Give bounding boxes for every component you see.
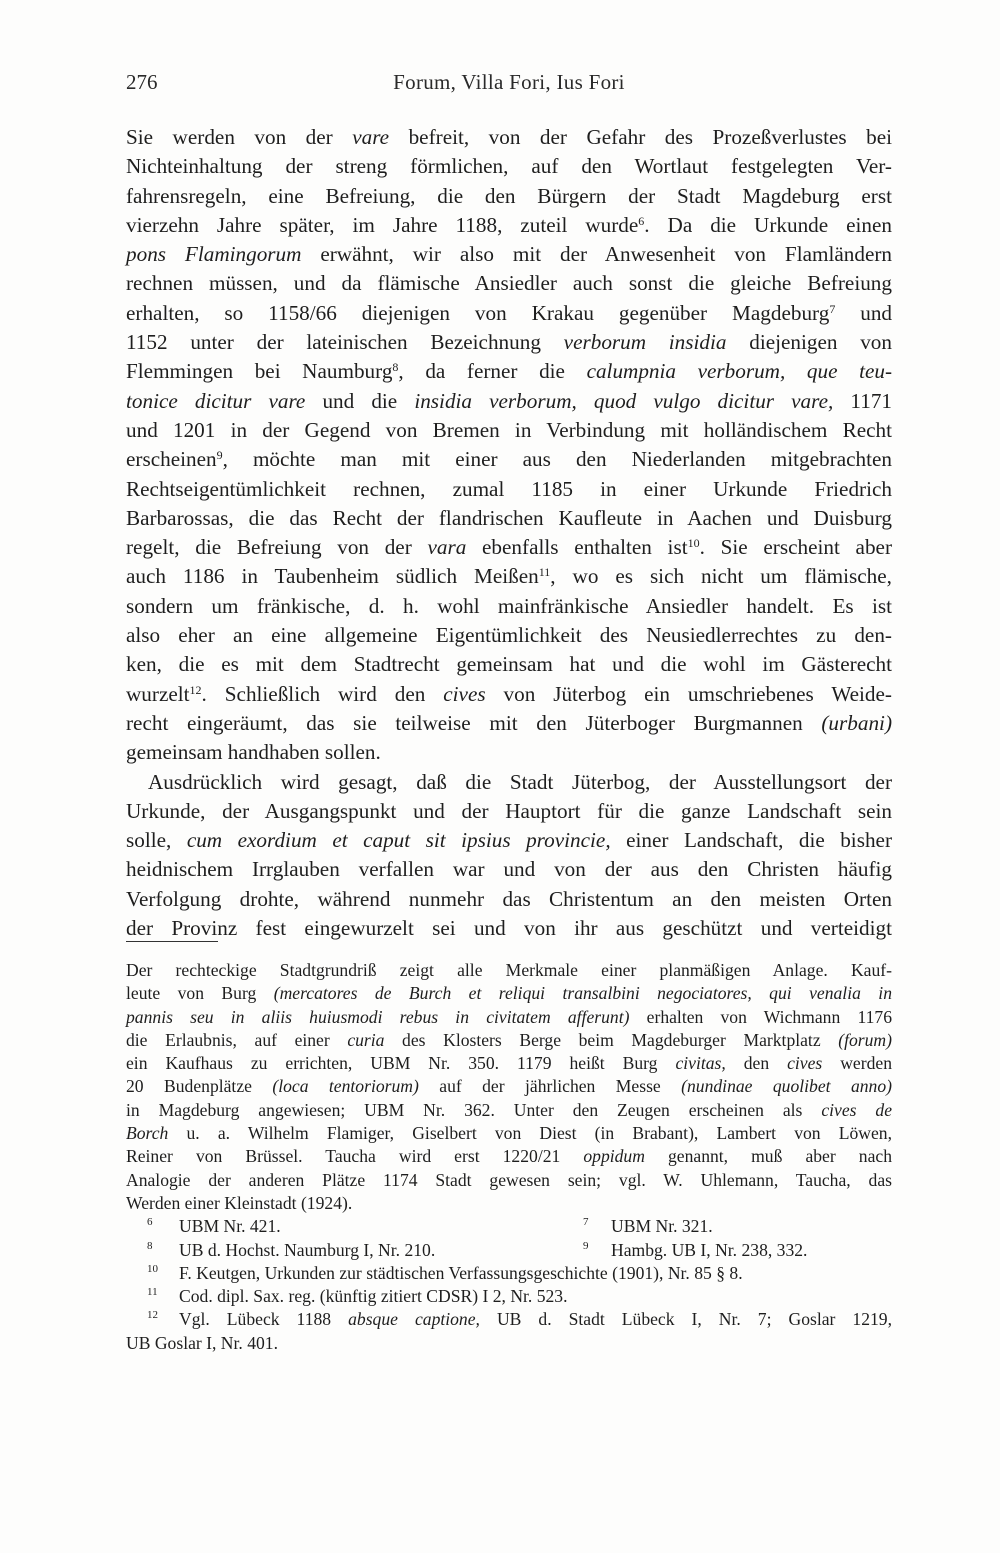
footnote-text: F. Keutgen, Urkunden zur städtischen Verfassungsgeschichte (1901), Nr. 85 § 8. bbox=[179, 1262, 743, 1283]
footnote-11 bbox=[126, 1285, 892, 1308]
footnote-number: 10 bbox=[147, 1262, 158, 1275]
text-line: also eher an eine allgemeine Eigentümlichkeit des Neusiedlerrechtes zu den- bbox=[126, 623, 892, 648]
text-line: fahrensregeln, eine Befreiung, die den Bürgern der Stadt Magdeburg erst bbox=[126, 183, 892, 208]
text-line: regelt, die Befreiung von der vara ebenfalls enthalten ist$^{10}$. Sie erscheint aber bbox=[126, 535, 893, 560]
text-line: Verfolgung drohte, während nunmehr das Christentum an den meisten Orten bbox=[126, 886, 892, 911]
text-line: die Erlaubnis, auf einer curia des Klosters Berge beim Magdeburger Marktplatz (forum) bbox=[126, 1029, 892, 1050]
text-line: heidnischem Irrglauben verfallen war und von der aus den Christen häufig bbox=[126, 857, 892, 882]
footnote-number: 8 bbox=[147, 1239, 153, 1252]
footnote-number: 12 bbox=[147, 1309, 158, 1322]
footnote-text: UBM Nr. 421. bbox=[179, 1216, 281, 1237]
text-line: pons Flamingorum erwähnt, wir also mit der Anwesenheit von Flamländern bbox=[126, 242, 892, 267]
text-line: solle, cum exordium et caput sit ipsius provincie, einer Landschaft, die bisher bbox=[126, 828, 892, 853]
text-line: gemeinsam handhaben sollen. bbox=[126, 740, 381, 765]
text-line: leute von Burg (mercatores de Burch et reliqui transalbini negociatores, qui venalia in bbox=[126, 983, 892, 1004]
text-line: Urkunde, der Ausgangspunkt und der Hauptort für die ganze Landschaft sein bbox=[126, 798, 892, 823]
footnote-text: UBM Nr. 321. bbox=[611, 1216, 713, 1237]
text-line: 20 Budenplätze (loca tentoriorum) auf der jährlichen Messe (nundinae quolibet anno) bbox=[126, 1076, 893, 1097]
footnote-continuation bbox=[126, 959, 892, 1215]
footnote-number: 11 bbox=[147, 1286, 158, 1299]
footnote-separator bbox=[126, 941, 218, 942]
text-line: wurzelt$^{12}$. Schließlich wird den cives von Jüterbog ein umschriebenes Weide- bbox=[126, 681, 892, 706]
footnotes-area bbox=[126, 959, 892, 1355]
footnote-text: Cod. dipl. Sax. reg. (künftig zitiert CDSR) I 2, Nr. 523. bbox=[179, 1286, 568, 1307]
page-number: 276 bbox=[126, 70, 158, 94]
text-line: pannis seu in aliis huiusmodi rebus in civitatem afferunt) erhalten von Wichmann 1176 bbox=[126, 1006, 892, 1027]
footnote-text: Hambg. UB I, Nr. 238, 332. bbox=[611, 1239, 808, 1260]
footnote-text: UB d. Hochst. Naumburg I, Nr. 210. bbox=[179, 1239, 436, 1260]
text-line: tonice dicitur vare und die insidia verborum, quod vulgo dicitur vare, 1171 bbox=[126, 388, 893, 413]
text-line: auch 1186 in Taubenheim südlich Meißen$^{11}$, wo es sich nicht um flämische, bbox=[126, 564, 892, 589]
text-line: Analogie der anderen Plätze 1174 Stadt gewesen sein; vgl. W. Uhlemann, Taucha, das bbox=[126, 1169, 892, 1190]
text-line: Flemmingen bei Naumburg$^8$, da ferner die calumpnia verborum, que teu- bbox=[126, 359, 893, 384]
footnote-12 bbox=[126, 1308, 892, 1331]
text-line: vierzehn Jahre später, im Jahre 1188, zuteil wurde$^6$. Da die Urkunde einen bbox=[126, 212, 893, 237]
footnote-number: 7 bbox=[583, 1216, 589, 1229]
footnote-10 bbox=[126, 1262, 892, 1285]
text-line: erscheinen$^9$, möchte man mit einer aus den Niederlanden mitgebrachten bbox=[126, 447, 892, 472]
footnote-row-6-7 bbox=[126, 1215, 892, 1238]
page-header bbox=[126, 70, 892, 104]
main-text bbox=[126, 123, 892, 943]
text-line: Nichteinhaltung der streng förmlichen, auf den Wortlaut festgelegten Ver- bbox=[126, 154, 892, 179]
text-line: in Magdeburg angewiesen; UBM Nr. 362. Unter den Zeugen erscheinen als cives de bbox=[126, 1099, 893, 1120]
footnote-number: 9 bbox=[583, 1239, 589, 1252]
text-line: Reiner von Brüssel. Taucha wird erst 1220/21 oppidum genannt, muß aber nach bbox=[126, 1146, 892, 1167]
text-line: sondern um fränkische, d. h. wohl mainfränkische Ansiedler handelt. Es ist bbox=[126, 593, 892, 618]
text-line: Barbarossas, die das Recht der flandrischen Kaufleute in Aachen und Duisburg bbox=[126, 505, 892, 530]
text-line: und 1201 in der Gegend von Bremen in Verbindung mit holländischem Recht bbox=[126, 417, 892, 442]
paragraph-2 bbox=[126, 768, 892, 944]
text-line: rechnen müssen, und da flämische Ansiedler auch sonst die gleiche Befreiung bbox=[126, 271, 892, 296]
text-line: recht eingeräumt, das sie teilweise mit den Jüterboger Burgmannen (urbani) bbox=[126, 710, 892, 735]
text-line: 1152 unter der lateinischen Bezeichnung verborum insidia diejenigen von bbox=[126, 330, 892, 355]
footnote-12-continuation: UB Goslar I, Nr. 401. bbox=[126, 1332, 278, 1353]
text-line: Rechtseigentümlichkeit rechnen, zumal 1185 in einer Urkunde Friedrich bbox=[126, 476, 892, 501]
text-line: ein Kaufhaus zu errichten, UBM Nr. 350. 1179 heißt Burg civitas, den cives werden bbox=[126, 1053, 892, 1074]
text-line: Borch u. a. Wilhelm Flamiger, Giselbert von Diest (in Brabant), Lambert von Löwen, bbox=[126, 1123, 892, 1144]
text-line: erhalten, so 1158/66 diejenigen von Krakau gegenüber Magdeburg$^7$ und bbox=[126, 300, 893, 325]
text-line: Sie werden von der vare befreit, von der Gefahr des Prozeßverlustes bei bbox=[126, 125, 893, 149]
paragraph-1 bbox=[126, 123, 892, 768]
text-line: Werden einer Kleinstadt (1924). bbox=[126, 1192, 353, 1213]
running-title: Forum, Villa Fori, Ius Fori bbox=[393, 70, 625, 94]
footnote-number: 6 bbox=[147, 1216, 153, 1229]
text-line: ken, die es mit dem Stadtrecht gemeinsam hat und die wohl im Gästerecht bbox=[126, 652, 892, 677]
footnote-text: Vgl. Lübeck 1188 absque captione, UB d. Stadt Lübeck I, Nr. 7; Goslar 1219, bbox=[179, 1309, 892, 1330]
text-line: Der rechteckige Stadtgrundriß zeigt alle Merkmale einer planmäßigen Anlage. Kauf- bbox=[126, 960, 892, 980]
text-line: der Provinz fest eingewurzelt sei und von ihr aus geschützt und verteidigt bbox=[126, 916, 892, 941]
footnote-row-8-9 bbox=[126, 1239, 892, 1262]
text-line: Ausdrücklich wird gesagt, daß die Stadt Jüterbog, der Ausstellungsort der bbox=[148, 769, 892, 794]
